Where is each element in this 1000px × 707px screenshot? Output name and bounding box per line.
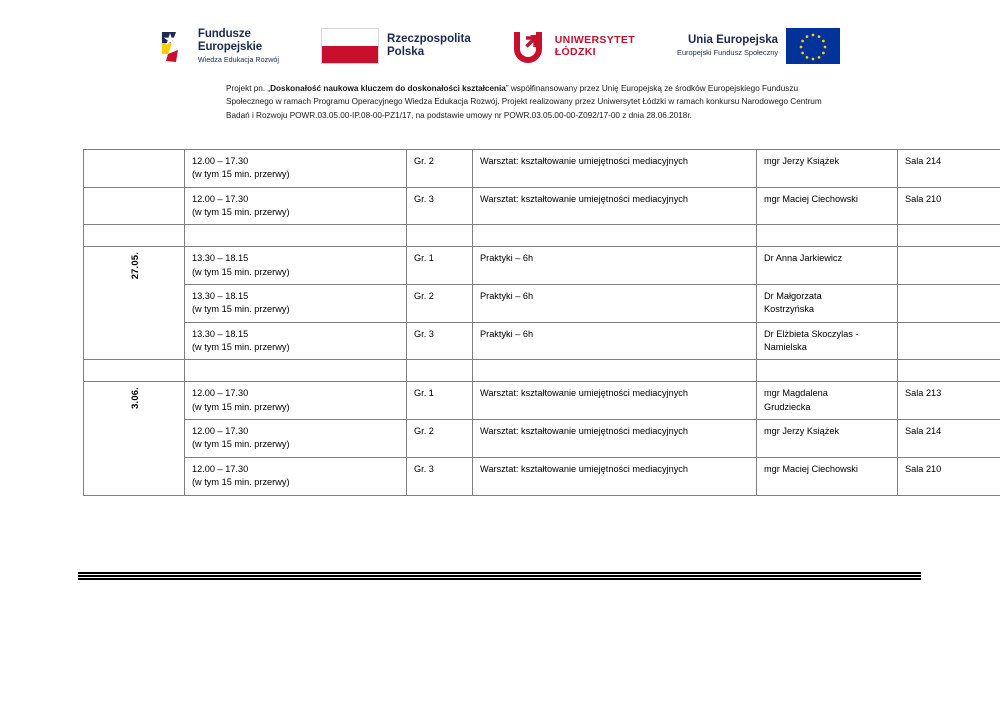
- person-line2: Kostrzyńska: [764, 304, 815, 315]
- spacer-cell: [84, 360, 185, 382]
- logo-unia-europejska: [677, 28, 840, 64]
- cell-room: Sala 214: [898, 420, 1000, 458]
- eu-flag-icon: [786, 28, 840, 64]
- time-note: (w tym 15 min. przerwy): [192, 207, 290, 218]
- cell-group: Gr. 1: [407, 247, 473, 285]
- footer-rule-3: [78, 578, 921, 580]
- ue-line1: Unia Europejska: [687, 33, 779, 46]
- cell-room: Sala 210: [898, 187, 1000, 225]
- cell-time: [185, 187, 407, 225]
- polish-flag-icon: [321, 28, 379, 64]
- cell-person: [757, 457, 898, 495]
- cell-person: [757, 382, 898, 420]
- table-spacer-row: [84, 360, 1000, 382]
- fundusze-europejskie-text: [198, 28, 279, 64]
- cell-room: Sala 214: [898, 150, 1000, 188]
- spacer-cell: [473, 225, 757, 247]
- date-label: 3.06.: [128, 387, 140, 410]
- spacer-cell: [407, 225, 473, 247]
- person-line1: Dr Anna Jarkiewicz: [764, 253, 843, 264]
- time-range: 13.30 – 18.15: [192, 328, 249, 339]
- project-description: [226, 82, 834, 122]
- cell-date: [84, 150, 185, 188]
- cell-topic: Warsztat: kształtowanie umiejętności mediacyjnych: [473, 150, 757, 188]
- table-spacer-row: [84, 225, 1000, 247]
- cell-group: Gr. 1: [407, 382, 473, 420]
- time-range: 12.00 – 17.30: [192, 463, 249, 474]
- uniwersytet-lodzki-text: [555, 34, 635, 58]
- logo-uniwersytet-lodzki: [513, 29, 635, 63]
- schedule-table-container: [83, 149, 975, 496]
- cell-topic: Praktyki – 6h: [473, 247, 757, 285]
- cell-person: [757, 285, 898, 323]
- spacer-cell: [757, 225, 898, 247]
- cell-topic: Praktyki – 6h: [473, 322, 757, 360]
- cell-topic: Warsztat: kształtowanie umiejętności mediacyjnych: [473, 382, 757, 420]
- cell-date-group-27-05: [84, 247, 185, 360]
- time-range: 13.30 – 18.15: [192, 253, 249, 264]
- project-title-bold: Doskonałość naukowa kluczem do doskonałości kształcenia: [270, 84, 506, 93]
- person-line1: mgr Maciej Ciechowski: [764, 193, 858, 204]
- cell-person: [757, 187, 898, 225]
- person-line2: Namielska: [764, 342, 807, 353]
- cell-time: [185, 150, 407, 188]
- table-row: [84, 457, 1000, 495]
- spacer-cell: [898, 225, 1000, 247]
- logo-fundusze-europejskie: [160, 28, 279, 64]
- rzeczpospolita-text: [387, 33, 471, 59]
- spacer-cell: [185, 225, 407, 247]
- cell-room: [898, 322, 1000, 360]
- time-note: (w tym 15 min. przerwy): [192, 342, 290, 353]
- table-row: [84, 187, 1000, 225]
- time-range: 12.00 – 17.30: [192, 156, 249, 166]
- schedule-table-body: [84, 150, 1000, 496]
- cell-group: Gr. 3: [407, 322, 473, 360]
- ue-line2: Europejski Fundusz Społeczny: [677, 48, 779, 58]
- person-line2: Grudziecka: [764, 401, 811, 412]
- person-line1: Dr Elżbieta Skoczylas -: [764, 328, 859, 339]
- person-line1: mgr Magdalena: [764, 388, 828, 399]
- time-range: 12.00 – 17.30: [192, 426, 249, 437]
- cell-time: [185, 457, 407, 495]
- project-desc-part1: Projekt pn. „: [226, 84, 271, 93]
- flag-white-stripe: [322, 29, 378, 46]
- table-row: [84, 247, 1000, 285]
- cell-room: Sala 213: [898, 382, 1000, 420]
- ul-line1: UNIWERSYTET: [554, 33, 636, 46]
- logo-rzeczpospolita-polska: [321, 28, 471, 64]
- ul-line2: ŁÓDZKI: [554, 46, 596, 58]
- person-line1: mgr Maciej Ciechowski: [764, 463, 858, 474]
- cell-person: [757, 150, 898, 188]
- person-line1: mgr Jerzy Książek: [764, 426, 840, 437]
- cell-group: Gr. 3: [407, 457, 473, 495]
- cell-group: Gr. 2: [407, 285, 473, 323]
- table-row: [84, 322, 1000, 360]
- table-row: [84, 150, 1000, 188]
- table-row: [84, 420, 1000, 458]
- rp-line1: Rzeczpospolita: [387, 32, 471, 45]
- spacer-cell: [407, 360, 473, 382]
- spacer-cell: [757, 360, 898, 382]
- cell-time: [185, 382, 407, 420]
- table-row: [84, 285, 1000, 323]
- spacer-cell: [84, 225, 185, 247]
- person-line1: Dr Małgorzata: [764, 291, 822, 302]
- uniwersytet-lodzki-icon: [513, 29, 547, 63]
- time-note: (w tym 15 min. przerwy): [192, 266, 290, 277]
- fe-line1: Fundusze: [197, 28, 251, 41]
- cell-date: [84, 187, 185, 225]
- cell-topic: Warsztat: kształtowanie umiejętności mediacyjnych: [473, 457, 757, 495]
- cell-room: [898, 247, 1000, 285]
- cell-topic: Warsztat: kształtowanie umiejętności mediacyjnych: [473, 187, 757, 225]
- time-range: 13.30 – 18.15: [192, 291, 249, 302]
- footer-divider: [78, 572, 921, 580]
- cell-person: [757, 322, 898, 360]
- cell-time: [185, 420, 407, 458]
- cell-time: [185, 285, 407, 323]
- flag-red-stripe: [322, 46, 378, 63]
- cell-room: Sala 210: [898, 457, 1000, 495]
- cell-time: [185, 247, 407, 285]
- fundusze-europejskie-icon: [160, 28, 190, 64]
- fe-line2: Europejskie: [197, 40, 262, 53]
- person-line1: mgr Jerzy Książek: [764, 156, 840, 166]
- time-range: 12.00 – 17.30: [192, 388, 249, 399]
- cell-date-group-3-06: [84, 382, 185, 495]
- rp-line2: Polska: [387, 46, 425, 58]
- spacer-cell: [473, 360, 757, 382]
- cell-group: Gr. 3: [407, 187, 473, 225]
- time-note: (w tym 15 min. przerwy): [192, 169, 290, 180]
- table-row: [84, 382, 1000, 420]
- project-desc-part2: ” współfinansowany przez Unię Europejską ze środków Europejskiego Funduszu Społecznego w ramach Programu Operacyjnego Wiedza Edukacja Rozwój. Projekt realizowany przez Uniwersytet Łódzki w ramach konkursu Narodowego Centrum Badań i Rozwoju POWR.03.05.00-IP.08-00-PZ1/17, na podstawie umowy nr POWR.03.05.00-00-Z092/17-00 z dnia 28.06.2018r.: [226, 84, 822, 120]
- cell-group: Gr. 2: [407, 150, 473, 188]
- cell-person: [757, 247, 898, 285]
- cell-time: [185, 322, 407, 360]
- time-range: 12.00 – 17.30: [192, 193, 249, 204]
- time-note: (w tym 15 min. przerwy): [192, 439, 290, 450]
- time-note: (w tym 15 min. przerwy): [192, 477, 290, 488]
- cell-room: [898, 285, 1000, 323]
- cell-topic: Warsztat: kształtowanie umiejętności mediacyjnych: [473, 420, 757, 458]
- spacer-cell: [185, 360, 407, 382]
- time-note: (w tym 15 min. przerwy): [192, 401, 290, 412]
- header-logo-bar: [0, 22, 1000, 70]
- unia-europejska-text: [677, 34, 778, 59]
- cell-group: Gr. 2: [407, 420, 473, 458]
- schedule-table: [83, 149, 1000, 496]
- cell-topic: Praktyki – 6h: [473, 285, 757, 323]
- cell-person: [757, 420, 898, 458]
- time-note: (w tym 15 min. przerwy): [192, 304, 290, 315]
- fe-line3: Wiedza Edukacja Rozwój: [197, 54, 280, 64]
- date-label: 27.05.: [128, 252, 140, 280]
- spacer-cell: [898, 360, 1000, 382]
